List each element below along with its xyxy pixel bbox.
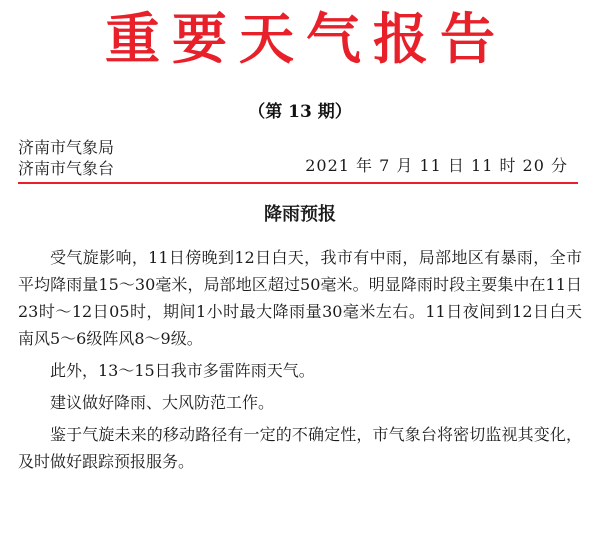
issue-datetime: 2021 年 7 月 11 日 11 时 20 分 [305, 156, 568, 175]
paragraph-outlook: 此外，13～15日我市多雷阵雨天气。 [50, 361, 315, 380]
report-body [18, 244, 582, 480]
report-title: 重要天气报告 [104, 6, 507, 71]
issuer-bureau: 济南市气象局 [18, 138, 115, 157]
section-title: 降雨预报 [264, 204, 336, 225]
paragraph-advice: 建议做好降雨、大风防范工作。 [50, 393, 275, 412]
issuer-observatory: 济南市气象台 [18, 159, 115, 178]
paragraph-uncertainty: 鉴于气旋未来的移动路径有一定的不确定性，市气象台将密切监视其变化，及时做好跟踪预报服务。 [18, 425, 582, 471]
header-divider [18, 182, 578, 184]
issue-number: （第 13 期） [248, 102, 352, 122]
paragraph-forecast: 受气旋影响，11日傍晚到12日白天，我市有中雨，局部地区有暴雨，全市平均降雨量15～30毫米，局部地区超过50毫米。明显降雨时段主要集中在11日23时～12日05时，期间1小时最大降雨量30毫米左右。11日夜间到12日白天南风5～6级阵风8～9级。 [18, 248, 582, 348]
